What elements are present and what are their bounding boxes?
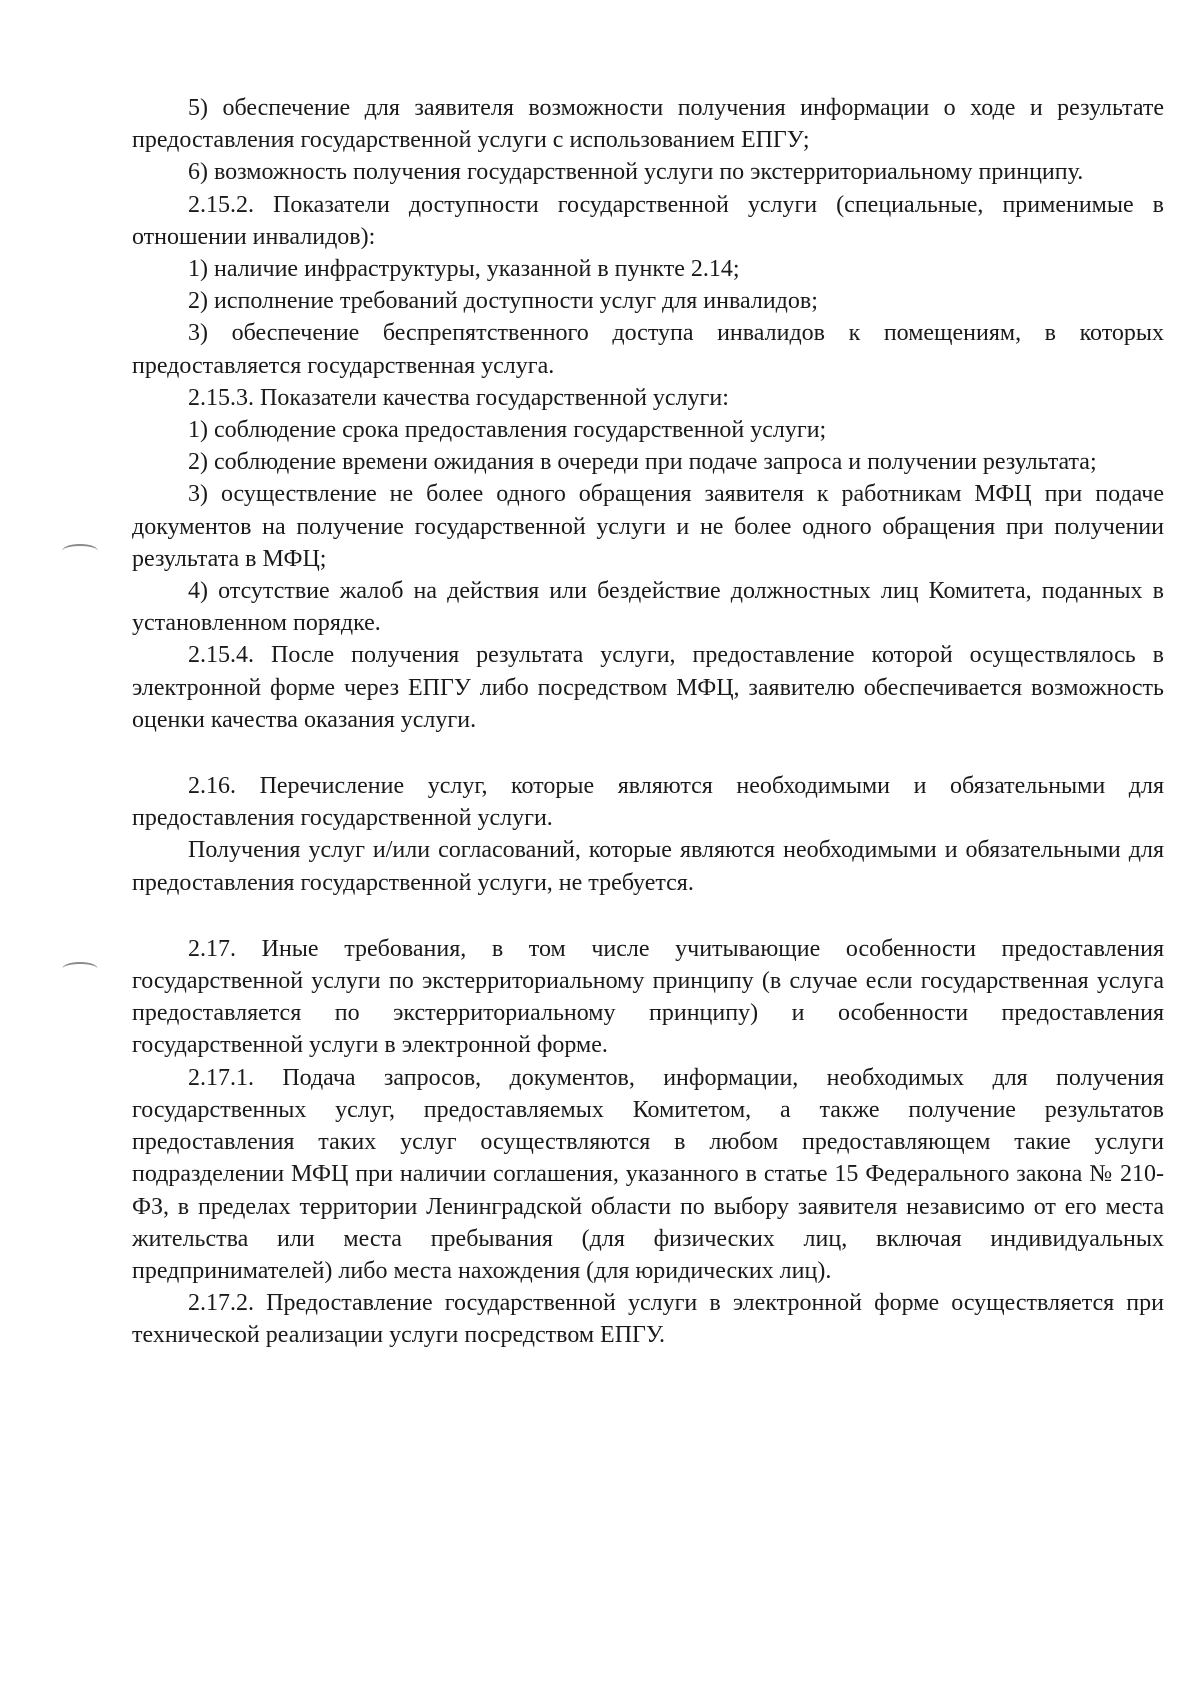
section-2-15-3: 2.15.3. Показатели качества государственной услуги: — [188, 384, 729, 411]
list-item-3: 3) обеспечение беспрепятственного доступа инвалидов к помещениям, в которых предоставляется государственная услуга. — [132, 320, 1164, 379]
list-item-3: 3) осуществление не более одного обращения заявителя к работникам МФЦ при подаче документов на получение государственной услуги и не более одного обращения при получении результата в МФЦ; — [132, 481, 1164, 572]
list-item-2: 2) исполнение требований доступности услуг для инвалидов; — [188, 288, 818, 315]
scan-artifact-mark — [62, 544, 98, 558]
section-2-17: 2.17. Иные требования, в том числе учитывающие особенности предоставления государственной услуги по экстерриториальному принципу (в случае если государственная услуга предоставляется по экстерриториальному принципу) и особенности предоставления государственной услуги в электронной форме. — [132, 935, 1164, 1059]
paragraph-gap — [132, 736, 1164, 770]
section-2-16: 2.16. Перечисление услуг, которые являются необходимыми и обязательными для предоставления государственной услуги. — [132, 773, 1164, 832]
list-item-2: 2) соблюдение времени ожидания в очереди при подаче запроса и получении результата; — [188, 449, 1097, 476]
list-item-4: 4) отсутствие жалоб на действия или бездействие должностных лиц Комитета, поданных в установленном порядке. — [132, 578, 1164, 637]
paragraph-gap — [132, 899, 1164, 933]
section-2-17-2: 2.17.2. Предоставление государственной услуги в электронной форме осуществляется при технической реализации услуги посредством ЕПГУ. — [132, 1290, 1164, 1349]
list-item-5: 5) обеспечение для заявителя возможности получения информации о ходе и результате предоставления государственной услуги с использованием ЕПГУ; — [132, 95, 1164, 154]
section-2-15-2: 2.15.2. Показатели доступности государственной услуги (специальные, применимые в отношении инвалидов): — [132, 191, 1164, 250]
document-body — [132, 92, 1164, 1352]
section-2-16-body: Получения услуг и/или согласований, которые являются необходимыми и обязательными для предоставления государственной услуги, не требуется. — [132, 837, 1164, 896]
section-2-17-1: 2.17.1. Подача запросов, документов, информации, необходимых для получения государственных услуг, предоставляемых Комитетом, а также получение результатов предоставления таких услуг осуществляются в любом предоставляющем такие услуги подразделении МФЦ при наличии соглашения, указанного в статье 15 Федерального закона № 210-ФЗ, в пределах территории Ленинградской области по выбору заявителя независимо от его места жительства или места пребывания (для физических лиц, включая индивидуальных предпринимателей) либо места нахождения (для юридических лиц). — [132, 1064, 1164, 1284]
section-2-15-4: 2.15.4. После получения результата услуги, предоставление которой осуществлялось в электронной форме через ЕПГУ либо посредством МФЦ, заявителю обеспечивается возможность оценки качества оказания услуги. — [132, 642, 1164, 733]
list-item-6: 6) возможность получения государственной услуги по экстерриториальному принципу. — [188, 159, 1084, 186]
list-item-1: 1) соблюдение срока предоставления государственной услуги; — [188, 417, 827, 444]
scan-artifact-mark — [62, 962, 98, 976]
list-item-1: 1) наличие инфраструктуры, указанной в пункте 2.14; — [188, 256, 740, 283]
